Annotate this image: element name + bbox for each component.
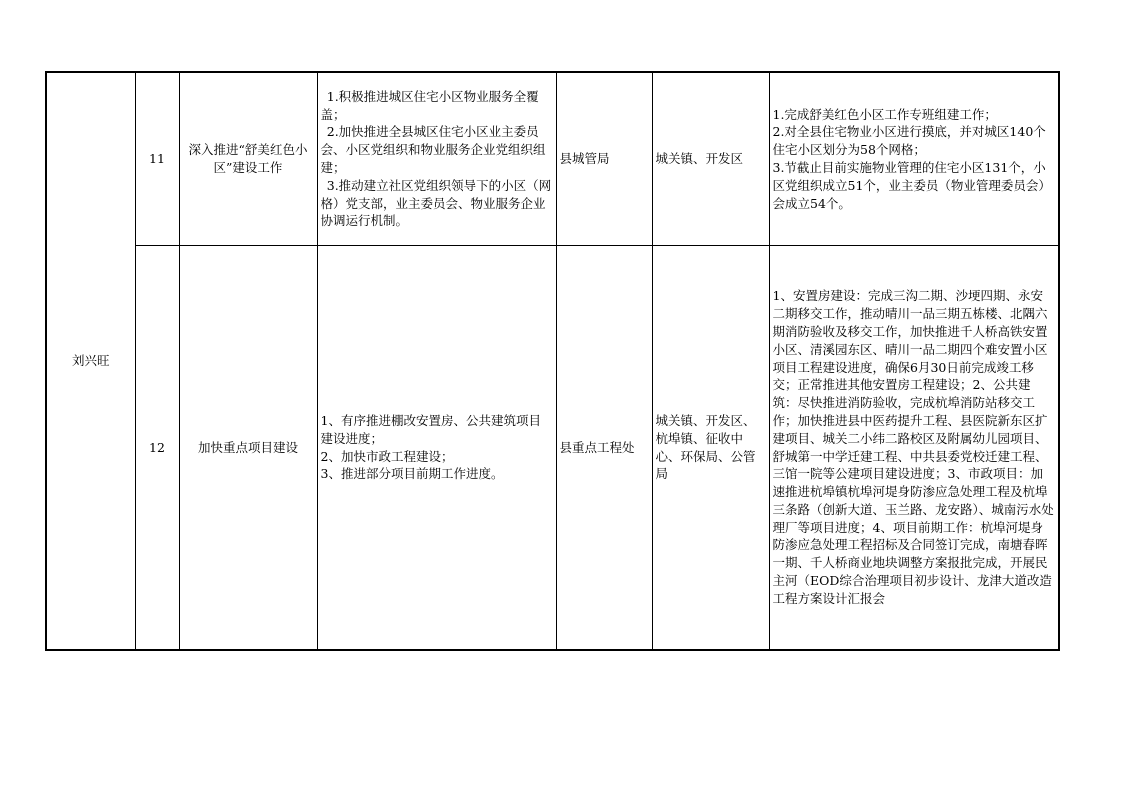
co-units-cell: 城关镇、开发区: [652, 72, 769, 246]
progress-line: 3.节截止目前实施物业管理的住宅小区131个，小区党组织成立51个，业主委员（物业管理委员会）会成立54个。: [772, 160, 1051, 211]
work-plan-table: [45, 71, 1060, 651]
goal-line: 3、推进部分项目前期工作进度。: [320, 466, 504, 482]
co-units-cell: 城关镇、开发区、杭埠镇、征收中心、环保局、公管局: [652, 246, 769, 651]
row-number-cell: 12: [135, 246, 179, 651]
goal-line: 1、有序推进棚改安置房、公共建筑项目建设进度；: [320, 412, 541, 446]
lead-unit-cell: 县重点工程处: [556, 246, 652, 651]
progress-cell: [769, 72, 1059, 246]
task-item-cell: 加快重点项目建设: [179, 246, 317, 651]
goal-line: 2、加快市政工程建设；: [320, 448, 454, 464]
table-row: [46, 246, 1059, 651]
goal-line: 2.加快推进全县城区住宅小区业主委员会、小区党组织和物业服务企业党组织组建；: [320, 124, 546, 175]
task-item-cell: 深入推进“舒美红色小区”建设工作: [179, 72, 317, 246]
row-number-cell: 11: [135, 72, 179, 246]
task-goals-cell: [317, 246, 556, 651]
goal-line: 3.推动建立社区党组织领导下的小区（网格）党支部，业主委员会、物业服务企业协调运行机制。: [320, 177, 552, 229]
table-row: [46, 72, 1059, 246]
lead-unit-cell: 县城管局: [556, 72, 652, 246]
task-goals-cell: [317, 72, 556, 246]
leader-name-cell: 刘兴旺: [46, 72, 135, 650]
progress-cell: 1、安置房建设：完成三沟二期、沙埂四期、永安二期移交工作，推动晴川一品三期五栋楼、北隅六期消防验收及移交工作，加快推进千人桥高铁安置小区、清溪园东区、晴川一品二期四个难安置小区项目工程建设进度，确保6月30日前完成竣工移交；正常推进其他安置房工程建设；2、公共建筑：尽快推进消防验收，完成杭埠消防站移交工作；加快推进县中医药提升工程、县医院新东区扩建项目、城关二小纬二路校区及附属幼儿园项目、舒城第一中学迁建工程、中共县委党校迁建工程、三馆一院等公建项目建设进度；3、市政项目：加速推进杭埠镇杭埠河堤身防渗应急处理工程及杭埠三条路（创新大道、玉兰路、龙安路）、城南污水处理厂等项目进度；4、项目前期工作：杭埠河堤身防渗应急处理工程招标及合同签订完成，南塘春晖一期、千人桥商业地块调整方案报批完成，开展民主河（EOD综合治理项目初步设计、龙津大道改造工程方案设计汇报会: [769, 246, 1059, 651]
progress-line: 2.对全县住宅物业小区进行摸底，并对城区140个住宅小区划分为58个网格；: [772, 124, 1046, 158]
goal-line: 1.积极推进城区住宅小区物业服务全覆盖；: [320, 88, 539, 122]
progress-line: 1.完成舒美红色小区工作专班组建工作；: [772, 106, 997, 122]
